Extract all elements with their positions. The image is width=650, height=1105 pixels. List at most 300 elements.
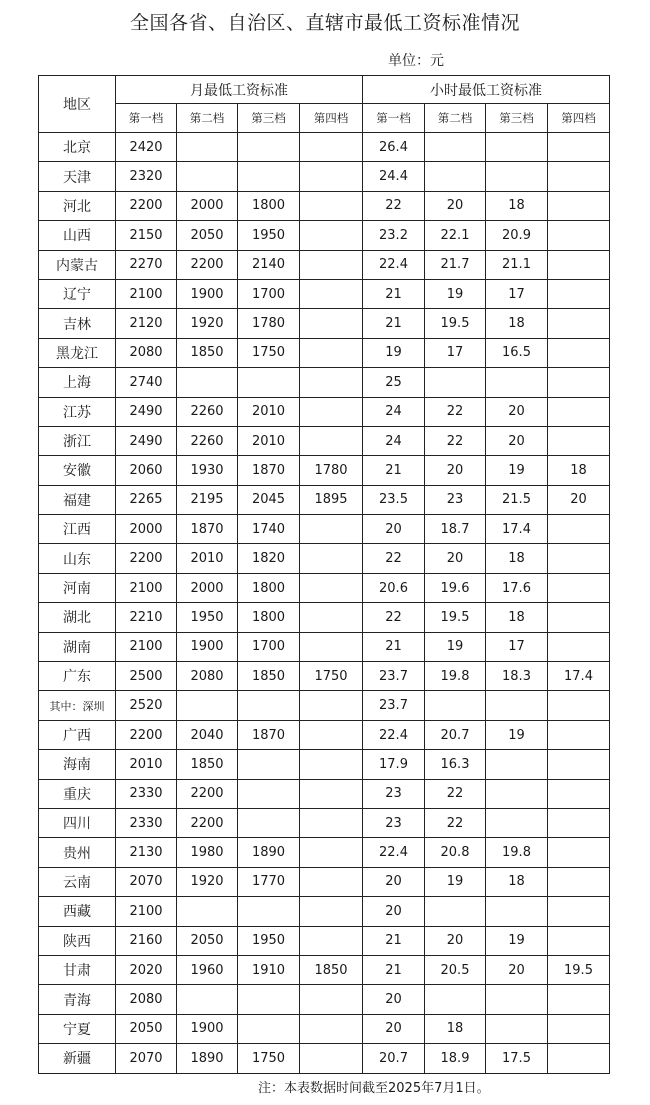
table-row (39, 662, 610, 691)
hourly-tier-4-cell (548, 309, 610, 338)
hourly-tier-4-cell (548, 779, 610, 808)
monthly-tier-3-cell (238, 985, 300, 1014)
monthly-tier-2-cell: 1850 (177, 750, 238, 779)
table-row (39, 603, 610, 632)
region-cell: 广东 (39, 662, 116, 691)
hourly-tier-3-cell: 17 (486, 632, 548, 661)
hourly-tier-2-cell (425, 162, 486, 191)
monthly-tier-4-cell (300, 515, 363, 544)
hourly-tier-2-cell: 20.5 (425, 955, 486, 984)
hourly-tier-1-cell: 20.7 (363, 1044, 425, 1073)
hourly-tier-4-cell (548, 720, 610, 749)
hourly-tier-4-cell (548, 603, 610, 632)
hourly-tier-1-cell: 20 (363, 897, 425, 926)
region-cell: 陕西 (39, 926, 116, 955)
monthly-tier-3-cell: 1890 (238, 838, 300, 867)
hourly-tier-1-cell: 24 (363, 426, 425, 455)
monthly-tier-1-cell: 2160 (116, 926, 177, 955)
footnote: 注：本表数据时间截至2025年7月1日。 (258, 1081, 490, 1096)
region-cell: 河南 (39, 573, 116, 602)
monthly-tier-4-cell (300, 250, 363, 279)
hourly-tier-2-header: 第二档 (425, 104, 486, 133)
region-cell: 天津 (39, 162, 116, 191)
hourly-tier-3-cell (486, 368, 548, 397)
monthly-tier-3-cell (238, 691, 300, 720)
table-row (39, 691, 610, 720)
hourly-tier-2-cell (425, 691, 486, 720)
monthly-tier-1-cell: 2500 (116, 662, 177, 691)
region-cell: 吉林 (39, 309, 116, 338)
table-row (39, 573, 610, 602)
monthly-tier-4-cell (300, 691, 363, 720)
hourly-tier-4-header: 第四档 (548, 104, 610, 133)
monthly-tier-2-cell: 1890 (177, 1044, 238, 1073)
monthly-tier-2-header: 第二档 (177, 104, 238, 133)
region-cell: 安徽 (39, 456, 116, 485)
hourly-tier-1-cell: 19 (363, 338, 425, 367)
hourly-tier-4-cell (548, 368, 610, 397)
monthly-tier-2-cell (177, 133, 238, 162)
unit-label: 单位：元 (388, 53, 444, 69)
hourly-tier-4-cell: 18 (548, 456, 610, 485)
hourly-tier-3-cell: 18 (486, 867, 548, 896)
monthly-tier-1-cell: 2265 (116, 485, 177, 514)
table-row (39, 426, 610, 455)
monthly-tier-3-cell (238, 897, 300, 926)
table-row (39, 926, 610, 955)
monthly-tier-3-cell: 1800 (238, 191, 300, 220)
hourly-tier-4-cell (548, 162, 610, 191)
minimum-wage-table (38, 75, 610, 1074)
region-cell: 海南 (39, 750, 116, 779)
region-cell: 湖北 (39, 603, 116, 632)
monthly-tier-3-cell (238, 808, 300, 837)
hourly-tier-2-cell: 19.5 (425, 603, 486, 632)
hourly-tier-4-cell (548, 279, 610, 308)
monthly-tier-4-cell (300, 544, 363, 573)
monthly-tier-2-cell (177, 691, 238, 720)
monthly-tier-2-cell: 1980 (177, 838, 238, 867)
hourly-tier-2-cell: 19.5 (425, 309, 486, 338)
hourly-tier-3-header: 第三档 (486, 104, 548, 133)
monthly-tier-3-cell (238, 368, 300, 397)
monthly-tier-1-cell: 2740 (116, 368, 177, 397)
hourly-tier-4-cell (548, 515, 610, 544)
hourly-tier-3-cell: 18 (486, 603, 548, 632)
monthly-tier-1-cell: 2100 (116, 632, 177, 661)
hourly-tier-3-cell: 19.8 (486, 838, 548, 867)
hourly-tier-2-cell: 22 (425, 397, 486, 426)
hourly-tier-3-cell: 17.5 (486, 1044, 548, 1073)
hourly-tier-1-cell: 21 (363, 309, 425, 338)
hourly-tier-2-cell: 20 (425, 191, 486, 220)
monthly-tier-4-cell (300, 426, 363, 455)
region-cell: 西藏 (39, 897, 116, 926)
hourly-tier-3-cell: 17.4 (486, 515, 548, 544)
monthly-tier-1-cell: 2100 (116, 573, 177, 602)
table-row (39, 955, 610, 984)
hourly-tier-1-cell: 22.4 (363, 250, 425, 279)
monthly-tier-1-cell: 2060 (116, 456, 177, 485)
region-cell: 贵州 (39, 838, 116, 867)
monthly-tier-1-cell: 2050 (116, 1014, 177, 1043)
table-row (39, 250, 610, 279)
monthly-tier-3-cell: 1800 (238, 603, 300, 632)
hourly-tier-3-cell: 21.5 (486, 485, 548, 514)
hourly-tier-4-cell (548, 573, 610, 602)
monthly-tier-3-cell: 2010 (238, 426, 300, 455)
hourly-tier-4-cell (548, 838, 610, 867)
monthly-tier-3-cell: 1770 (238, 867, 300, 896)
hourly-tier-2-cell: 22 (425, 426, 486, 455)
hourly-tier-3-cell (486, 897, 548, 926)
hourly-tier-4-cell: 17.4 (548, 662, 610, 691)
table-row (39, 1044, 610, 1073)
monthly-tier-3-cell: 1750 (238, 1044, 300, 1073)
hourly-tier-3-cell (486, 985, 548, 1014)
hourly-tier-4-cell (548, 1044, 610, 1073)
table-row (39, 838, 610, 867)
monthly-tier-4-cell (300, 985, 363, 1014)
monthly-tier-3-cell: 1950 (238, 926, 300, 955)
monthly-tier-4-cell: 1780 (300, 456, 363, 485)
table-header-row (39, 76, 610, 104)
monthly-tier-1-cell: 2010 (116, 750, 177, 779)
monthly-tier-2-cell: 2195 (177, 485, 238, 514)
hourly-tier-2-cell: 16.3 (425, 750, 486, 779)
monthly-tier-3-cell: 1950 (238, 221, 300, 250)
monthly-tier-4-cell (300, 338, 363, 367)
monthly-tier-2-cell (177, 162, 238, 191)
monthly-tier-3-cell: 1750 (238, 338, 300, 367)
table-row (39, 632, 610, 661)
monthly-tier-2-cell: 2200 (177, 808, 238, 837)
hourly-tier-1-cell: 22 (363, 191, 425, 220)
hourly-tier-3-cell: 19 (486, 926, 548, 955)
monthly-tier-3-cell (238, 1014, 300, 1043)
hourly-tier-3-cell (486, 808, 548, 837)
hourly-tier-3-cell: 19 (486, 720, 548, 749)
monthly-tier-4-cell (300, 162, 363, 191)
monthly-tier-2-cell: 2000 (177, 191, 238, 220)
monthly-tier-2-cell: 1960 (177, 955, 238, 984)
hourly-tier-1-cell: 23 (363, 808, 425, 837)
monthly-tier-3-cell: 1850 (238, 662, 300, 691)
hourly-tier-3-cell: 19 (486, 456, 548, 485)
region-cell: 河北 (39, 191, 116, 220)
region-cell: 甘肃 (39, 955, 116, 984)
monthly-tier-3-cell: 1870 (238, 456, 300, 485)
monthly-tier-4-cell (300, 603, 363, 632)
monthly-tier-3-cell: 1740 (238, 515, 300, 544)
hourly-tier-2-cell: 23 (425, 485, 486, 514)
region-cell: 湖南 (39, 632, 116, 661)
region-cell: 新疆 (39, 1044, 116, 1073)
table-row (39, 162, 610, 191)
hourly-tier-1-cell: 23.7 (363, 662, 425, 691)
hourly-tier-2-cell: 18.9 (425, 1044, 486, 1073)
hourly-tier-2-cell: 19.8 (425, 662, 486, 691)
hourly-tier-1-cell: 20.6 (363, 573, 425, 602)
hourly-tier-1-cell: 23.2 (363, 221, 425, 250)
hourly-tier-2-cell: 18 (425, 1014, 486, 1043)
monthly-header: 月最低工资标准 (116, 76, 363, 104)
region-cell: 江西 (39, 515, 116, 544)
hourly-tier-3-cell: 18 (486, 309, 548, 338)
hourly-tier-2-cell: 18.7 (425, 515, 486, 544)
monthly-tier-4-cell (300, 897, 363, 926)
monthly-tier-3-cell: 1910 (238, 955, 300, 984)
hourly-tier-3-cell: 17.6 (486, 573, 548, 602)
monthly-tier-4-cell (300, 573, 363, 602)
hourly-tier-4-cell (548, 691, 610, 720)
hourly-tier-3-cell: 20.9 (486, 221, 548, 250)
monthly-tier-4-cell (300, 1014, 363, 1043)
region-cell: 山西 (39, 221, 116, 250)
region-cell: 北京 (39, 133, 116, 162)
hourly-tier-3-cell: 17 (486, 279, 548, 308)
monthly-tier-4-cell (300, 191, 363, 220)
hourly-tier-4-cell (548, 808, 610, 837)
monthly-tier-1-cell: 2100 (116, 897, 177, 926)
region-cell: 重庆 (39, 779, 116, 808)
monthly-tier-1-cell: 2150 (116, 221, 177, 250)
region-cell: 黑龙江 (39, 338, 116, 367)
monthly-tier-3-cell: 2045 (238, 485, 300, 514)
monthly-tier-4-cell (300, 397, 363, 426)
table-row (39, 515, 610, 544)
monthly-tier-2-cell: 2000 (177, 573, 238, 602)
monthly-tier-3-cell: 2140 (238, 250, 300, 279)
monthly-tier-1-cell: 2200 (116, 720, 177, 749)
hourly-tier-1-cell: 17.9 (363, 750, 425, 779)
region-cell: 江苏 (39, 397, 116, 426)
hourly-tier-1-cell: 22.4 (363, 720, 425, 749)
region-cell: 广西 (39, 720, 116, 749)
hourly-tier-1-cell: 24.4 (363, 162, 425, 191)
hourly-tier-1-cell: 24 (363, 397, 425, 426)
monthly-tier-1-cell: 2100 (116, 279, 177, 308)
hourly-tier-3-cell (486, 691, 548, 720)
hourly-tier-1-cell: 26.4 (363, 133, 425, 162)
hourly-tier-3-cell (486, 1014, 548, 1043)
hourly-tier-1-cell: 22.4 (363, 838, 425, 867)
monthly-tier-1-header: 第一档 (116, 104, 177, 133)
hourly-tier-4-cell (548, 426, 610, 455)
monthly-tier-2-cell: 2050 (177, 221, 238, 250)
monthly-tier-4-cell (300, 133, 363, 162)
monthly-tier-4-cell (300, 750, 363, 779)
monthly-tier-4-cell (300, 309, 363, 338)
hourly-tier-2-cell: 19.6 (425, 573, 486, 602)
region-cell: 上海 (39, 368, 116, 397)
region-cell: 宁夏 (39, 1014, 116, 1043)
hourly-tier-3-cell: 20 (486, 397, 548, 426)
monthly-tier-4-cell (300, 838, 363, 867)
monthly-tier-1-cell: 2270 (116, 250, 177, 279)
monthly-tier-2-cell: 1900 (177, 1014, 238, 1043)
region-cell: 四川 (39, 808, 116, 837)
region-cell: 云南 (39, 867, 116, 896)
hourly-tier-2-cell: 22 (425, 808, 486, 837)
table-row (39, 808, 610, 837)
monthly-tier-1-cell: 2080 (116, 338, 177, 367)
monthly-tier-2-cell: 2200 (177, 250, 238, 279)
table-row (39, 368, 610, 397)
hourly-tier-2-cell (425, 985, 486, 1014)
monthly-tier-3-cell: 1800 (238, 573, 300, 602)
monthly-tier-2-cell: 1920 (177, 309, 238, 338)
monthly-tier-3-cell (238, 750, 300, 779)
table-row (39, 309, 610, 338)
hourly-tier-2-cell: 22 (425, 779, 486, 808)
monthly-tier-4-cell (300, 808, 363, 837)
hourly-tier-3-cell: 20 (486, 426, 548, 455)
monthly-tier-4-cell: 1850 (300, 955, 363, 984)
table-row (39, 1014, 610, 1043)
monthly-tier-4-cell (300, 867, 363, 896)
monthly-tier-2-cell: 2260 (177, 397, 238, 426)
monthly-tier-4-cell (300, 779, 363, 808)
hourly-tier-4-cell (548, 544, 610, 573)
hourly-tier-4-cell (548, 867, 610, 896)
hourly-tier-1-cell: 25 (363, 368, 425, 397)
monthly-tier-1-cell: 2520 (116, 691, 177, 720)
hourly-tier-4-cell (548, 191, 610, 220)
region-cell: 福建 (39, 485, 116, 514)
monthly-tier-2-cell: 1930 (177, 456, 238, 485)
region-cell: 辽宁 (39, 279, 116, 308)
table-row (39, 133, 610, 162)
hourly-tier-2-cell: 21.7 (425, 250, 486, 279)
monthly-tier-1-cell: 2200 (116, 191, 177, 220)
monthly-tier-1-cell: 2200 (116, 544, 177, 573)
monthly-tier-2-cell: 2200 (177, 779, 238, 808)
monthly-tier-2-cell (177, 985, 238, 1014)
monthly-tier-4-cell: 1895 (300, 485, 363, 514)
table-row (39, 985, 610, 1014)
hourly-tier-4-cell: 19.5 (548, 955, 610, 984)
hourly-tier-2-cell: 20.8 (425, 838, 486, 867)
monthly-tier-1-cell: 2070 (116, 867, 177, 896)
hourly-tier-1-cell: 20 (363, 515, 425, 544)
region-header: 地区 (39, 76, 116, 133)
table-row (39, 191, 610, 220)
hourly-tier-1-cell: 21 (363, 955, 425, 984)
hourly-tier-4-cell: 20 (548, 485, 610, 514)
hourly-tier-2-cell (425, 133, 486, 162)
hourly-tier-1-cell: 21 (363, 632, 425, 661)
table-row (39, 338, 610, 367)
table-body (39, 133, 610, 1074)
monthly-tier-3-cell (238, 133, 300, 162)
hourly-tier-2-cell: 17 (425, 338, 486, 367)
monthly-tier-2-cell: 2080 (177, 662, 238, 691)
monthly-tier-1-cell: 2000 (116, 515, 177, 544)
hourly-tier-1-cell: 22 (363, 603, 425, 632)
hourly-tier-2-cell: 20 (425, 544, 486, 573)
hourly-tier-3-cell: 18 (486, 191, 548, 220)
monthly-tier-4-cell (300, 720, 363, 749)
monthly-tier-1-cell: 2210 (116, 603, 177, 632)
monthly-tier-1-cell: 2420 (116, 133, 177, 162)
hourly-tier-1-cell: 21 (363, 926, 425, 955)
region-cell: 山东 (39, 544, 116, 573)
monthly-tier-1-cell: 2490 (116, 397, 177, 426)
monthly-tier-4-cell (300, 368, 363, 397)
hourly-tier-4-cell (548, 1014, 610, 1043)
hourly-tier-2-cell: 19 (425, 279, 486, 308)
monthly-tier-1-cell: 2320 (116, 162, 177, 191)
monthly-tier-1-cell: 2120 (116, 309, 177, 338)
table-row (39, 720, 610, 749)
region-cell: 青海 (39, 985, 116, 1014)
table-row (39, 279, 610, 308)
monthly-tier-2-cell: 1900 (177, 632, 238, 661)
monthly-tier-2-cell: 1900 (177, 279, 238, 308)
hourly-tier-2-cell: 19 (425, 867, 486, 896)
monthly-tier-4-cell: 1750 (300, 662, 363, 691)
monthly-tier-3-cell: 1870 (238, 720, 300, 749)
table-row (39, 221, 610, 250)
hourly-tier-4-cell (548, 221, 610, 250)
table-row (39, 750, 610, 779)
monthly-tier-3-cell: 1780 (238, 309, 300, 338)
hourly-tier-4-cell (548, 926, 610, 955)
table-row (39, 779, 610, 808)
hourly-tier-3-cell: 18 (486, 544, 548, 573)
monthly-tier-1-cell: 2080 (116, 985, 177, 1014)
hourly-tier-3-cell: 20 (486, 955, 548, 984)
monthly-tier-3-cell (238, 162, 300, 191)
hourly-tier-4-cell (548, 897, 610, 926)
hourly-tier-4-cell (548, 338, 610, 367)
hourly-tier-2-cell (425, 897, 486, 926)
hourly-tier-1-cell: 20 (363, 867, 425, 896)
hourly-tier-1-cell: 23.7 (363, 691, 425, 720)
monthly-tier-1-cell: 2020 (116, 955, 177, 984)
monthly-tier-4-cell (300, 926, 363, 955)
monthly-tier-2-cell: 2010 (177, 544, 238, 573)
monthly-tier-1-cell: 2130 (116, 838, 177, 867)
tier-header-row (39, 104, 610, 133)
monthly-tier-4-cell (300, 279, 363, 308)
table-row (39, 456, 610, 485)
region-cell: 内蒙古 (39, 250, 116, 279)
table-row (39, 544, 610, 573)
monthly-tier-2-cell (177, 368, 238, 397)
hourly-tier-1-cell: 20 (363, 985, 425, 1014)
monthly-tier-2-cell: 2050 (177, 926, 238, 955)
hourly-tier-2-cell: 20 (425, 926, 486, 955)
hourly-tier-3-cell: 21.1 (486, 250, 548, 279)
monthly-tier-1-cell: 2330 (116, 779, 177, 808)
monthly-tier-3-cell (238, 779, 300, 808)
monthly-tier-4-cell (300, 221, 363, 250)
hourly-tier-1-cell: 21 (363, 279, 425, 308)
hourly-tier-2-cell: 22.1 (425, 221, 486, 250)
hourly-tier-1-cell: 22 (363, 544, 425, 573)
table-row (39, 867, 610, 896)
monthly-tier-2-cell: 1870 (177, 515, 238, 544)
hourly-tier-3-cell (486, 779, 548, 808)
monthly-tier-2-cell: 1850 (177, 338, 238, 367)
hourly-tier-1-cell: 20 (363, 1014, 425, 1043)
hourly-tier-4-cell (548, 250, 610, 279)
hourly-header: 小时最低工资标准 (363, 76, 610, 104)
monthly-tier-2-cell: 1950 (177, 603, 238, 632)
region-cell: 其中：深圳 (39, 691, 116, 720)
